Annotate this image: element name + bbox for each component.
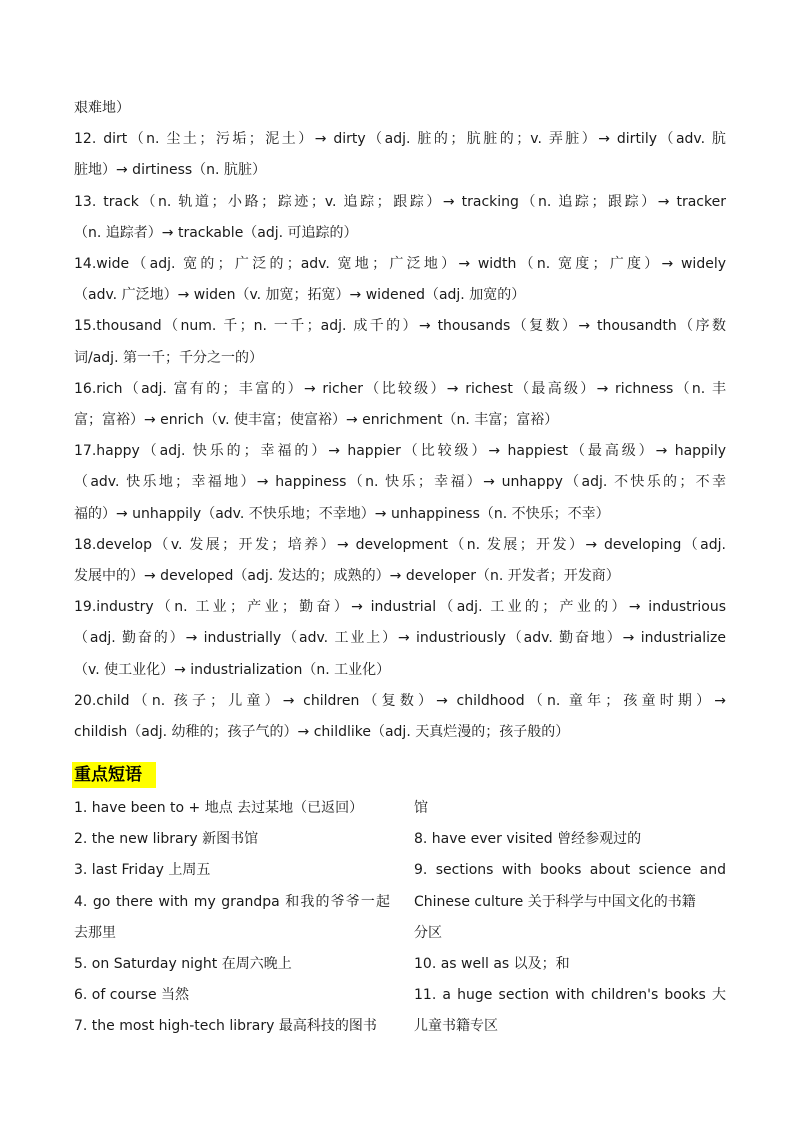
vocab-line: 17.happy（adj. 快乐的；幸福的）→ happier（比较级）→ happiest（最高级）→ happily [74, 443, 726, 460]
section-heading: 重点短语 [72, 762, 156, 788]
phrase-line: 4. go there with my grandpa 和我的爷爷一起 [74, 893, 390, 910]
vocab-line: 20.child（n. 孩子；儿童）→ children（复数）→ childhood（n. 童年；孩童时期）→ [74, 692, 726, 709]
phrase-line: Chinese culture 关于科学与中国文化的书籍 [414, 893, 696, 910]
vocab-line: 14.wide（adj. 宽的；广泛的；adv. 宽地；广泛地）→ width（n. 宽度；广度）→ widely [74, 255, 726, 272]
vocab-line: 词/adj. 第一千；千分之一的） [74, 349, 263, 366]
phrase-line: 分区 [414, 924, 442, 941]
vocab-line: （n. 追踪者）→ trackable（adj. 可追踪的） [74, 224, 358, 241]
vocab-line: （adv. 广泛地）→ widen（v. 加宽；拓宽）→ widened（adj. 加宽的） [74, 287, 526, 304]
phrase-line: 11. a huge section with children's books 大 [414, 987, 726, 1004]
vocab-line: 发展中的）→ developed（adj. 发达的；成熟的）→ developer（n. 开发者；开发商） [74, 567, 620, 584]
phrase-line: 6. of course 当然 [74, 987, 190, 1004]
vocab-line: 16.rich（adj. 富有的；丰富的）→ richer（比较级）→ richest（最高级）→ richness（n. 丰 [74, 380, 726, 397]
vocab-line: 15.thousand（num. 千；n. 一千；adj. 成千的）→ thousands（复数）→ thousandth（序数 [74, 318, 726, 335]
vocab-line: 富；富裕）→ enrich（v. 使丰富；使富裕）→ enrichment（n. 丰富；富裕） [74, 411, 559, 428]
phrase-line: 8. have ever visited 曾经参观过的 [414, 831, 642, 848]
phrase-line: 9. sections with books about science and [414, 862, 726, 879]
phrase-line: 2. the new library 新图书馆 [74, 831, 259, 848]
phrases-right-column [414, 793, 726, 1043]
vocab-line: （v. 使工业化）→ industrialization（n. 工业化） [74, 661, 391, 678]
vocab-line: 脏地）→ dirtiness（n. 肮脏） [74, 162, 266, 179]
phrase-line: 1. have been to + 地点 去过某地（已返回） [74, 800, 364, 816]
vocab-line: 艰难地） [74, 100, 130, 116]
vocab-line: childish（adj. 幼稚的；孩子气的）→ childlike（adj. 天真烂漫的；孩子般的） [74, 723, 570, 740]
vocab-line: （adj. 勤奋的）→ industrially（adv. 工业上）→ industriously（adv. 勤奋地）→ industrialize [74, 630, 726, 647]
phrase-line: 10. as well as 以及；和 [414, 956, 570, 972]
vocab-line: 12. dirt（n. 尘土；污垢；泥土）→ dirty（adj. 脏的；肮脏的；v. 弄脏）→ dirtily（adv. 肮 [74, 131, 726, 148]
vocab-line: 13. track（n. 轨道；小路；踪迹；v. 追踪；跟踪）→ tracking（n. 追踪；跟踪）→ tracker [74, 193, 726, 210]
phrase-line: 7. the most high-tech library 最高科技的图书 [74, 1018, 377, 1035]
vocab-line: （adv. 快乐地；幸福地）→ happiness（n. 快乐；幸福）→ unhappy（adj. 不快乐的；不幸 [74, 474, 726, 491]
vocab-line: 福的）→ unhappily（adv. 不快乐地；不幸地）→ unhappiness（n. 不快乐；不幸） [74, 505, 610, 522]
phrase-line: 馆 [414, 800, 428, 816]
vocab-line: 18.develop（v. 发展；开发；培养）→ development（n. 发展；开发）→ developing（adj. [74, 536, 726, 553]
phrase-line: 去那里 [74, 924, 116, 941]
phrase-line: 5. on Saturday night 在周六晚上 [74, 956, 292, 972]
phrase-line: 3. last Friday 上周五 [74, 862, 211, 879]
vocab-line: 19.industry（n. 工业；产业；勤奋）→ industrial（adj. 工业的；产业的）→ industrious [74, 599, 726, 616]
phrase-line: 儿童书籍专区 [414, 1018, 498, 1035]
phrases-left-column [74, 793, 390, 1043]
vocabulary-word-families [74, 93, 726, 748]
